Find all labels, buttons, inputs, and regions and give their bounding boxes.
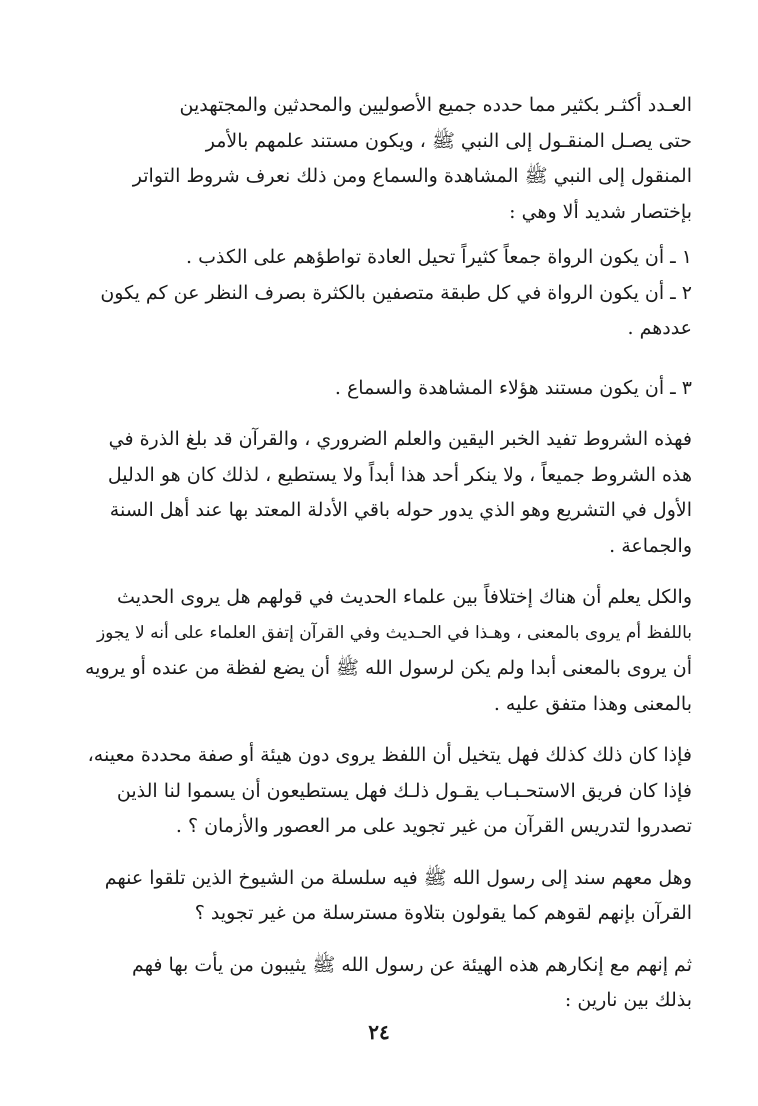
text-line: والجماعة . — [609, 534, 692, 557]
paragraph-narration — [80, 580, 692, 722]
text-line: فإذا كان فريق الاستحـبـاب يقـول ذلـك فهل يستطيعون أن يسموا لنا الذين — [116, 779, 692, 802]
page-number: ٢٤ — [368, 1020, 390, 1044]
text-line: المنقول إلى النبي ﷺ المشاهدة والسماع ومن ذلك نعرف شروط التواتر — [132, 165, 692, 187]
text-line: الأول في التشريع وهو الذي يدور حوله باقي الأدلة المعتد بها عند أهل السنة — [109, 499, 692, 521]
text-line: والكل يعلم أن هناك إختلافاً بين علماء الحديث في قولهم هل يروى الحديث — [117, 586, 692, 608]
paragraph-question — [80, 738, 692, 845]
text-line: فإذا كان ذلك كذلك فهل يتخيل أن اللفظ يروى دون هيئة أو صفة محددة معينه، — [87, 744, 692, 766]
text-line: باللفظ أم يروى بالمعنى ، وهـذا في الحـديث وفي القرآن إتفق العلماء على أنه لا يجوز — [96, 622, 692, 643]
page-body — [80, 88, 692, 1019]
text-line: ٢ ـ أن يكون الرواة في كل طبقة متصفين بالكثرة بصرف النظر عن كم يكون — [100, 281, 692, 304]
text-line: ثم إنهم مع إنكارهم هذه الهيئة عن رسول الله ﷺ يثيبون من يأت بها فهم — [131, 953, 692, 976]
text-line: بإختصار شديد ألا وهي : — [509, 200, 692, 223]
condition-2 — [80, 276, 692, 347]
text-line: ٣ ـ أن يكون مستند هؤلاء المشاهدة والسماع . — [334, 376, 692, 399]
paragraph-intro — [80, 88, 692, 230]
paragraph-conclusion — [80, 948, 692, 1019]
text-line: وهل معهم سند إلى رسول الله ﷺ فيه سلسلة من الشيوخ الذين تلقوا عنهم — [104, 866, 692, 889]
paragraph-chain — [80, 861, 692, 932]
text-line: فهذه الشروط تفيد الخبر اليقين والعلم الضروري ، والقرآن قد بلغ الذرة في — [108, 428, 692, 450]
condition-1 — [80, 240, 692, 276]
text-line: أن يروى بالمعنى أبدا ولم يكن لرسول الله ﷺ أن يضع لفظة من عنده أو يرويه — [84, 657, 692, 679]
text-line: بذلك بين نارين : — [564, 989, 692, 1011]
text-line: القرآن بإنهم لقوهم كما يقولون بتلاوة مسترسلة من غير تجويد ؟ — [194, 902, 692, 924]
condition-3 — [80, 371, 692, 407]
paragraph-conditions-summary — [80, 422, 692, 564]
text-line: عددهم . — [627, 317, 692, 339]
text-line: بالمعنى وهذا متفق عليه . — [493, 692, 692, 715]
text-line: ١ ـ أن يكون الرواة جمعاً كثيراً تحيل العادة تواطؤهم على الكذب . — [186, 246, 692, 268]
text-line: هذه الشروط جميعاً ، ولا ينكر أحد هذا أبداً ولا يستطيع ، لذلك كان هو الدليل — [107, 463, 692, 486]
text-line: حتى يصـل المنقـول إلى النبي ﷺ ، ويكون مستند علمهم بالأمر — [205, 129, 692, 152]
text-line: العـدد أكثـر بكثير مما حدده جميع الأصوليين والمحدثين والمجتهدين — [179, 94, 692, 116]
text-line: تصدروا لتدريس القرآن من غير تجويد على مر العصور والأزمان ؟ . — [175, 815, 692, 837]
